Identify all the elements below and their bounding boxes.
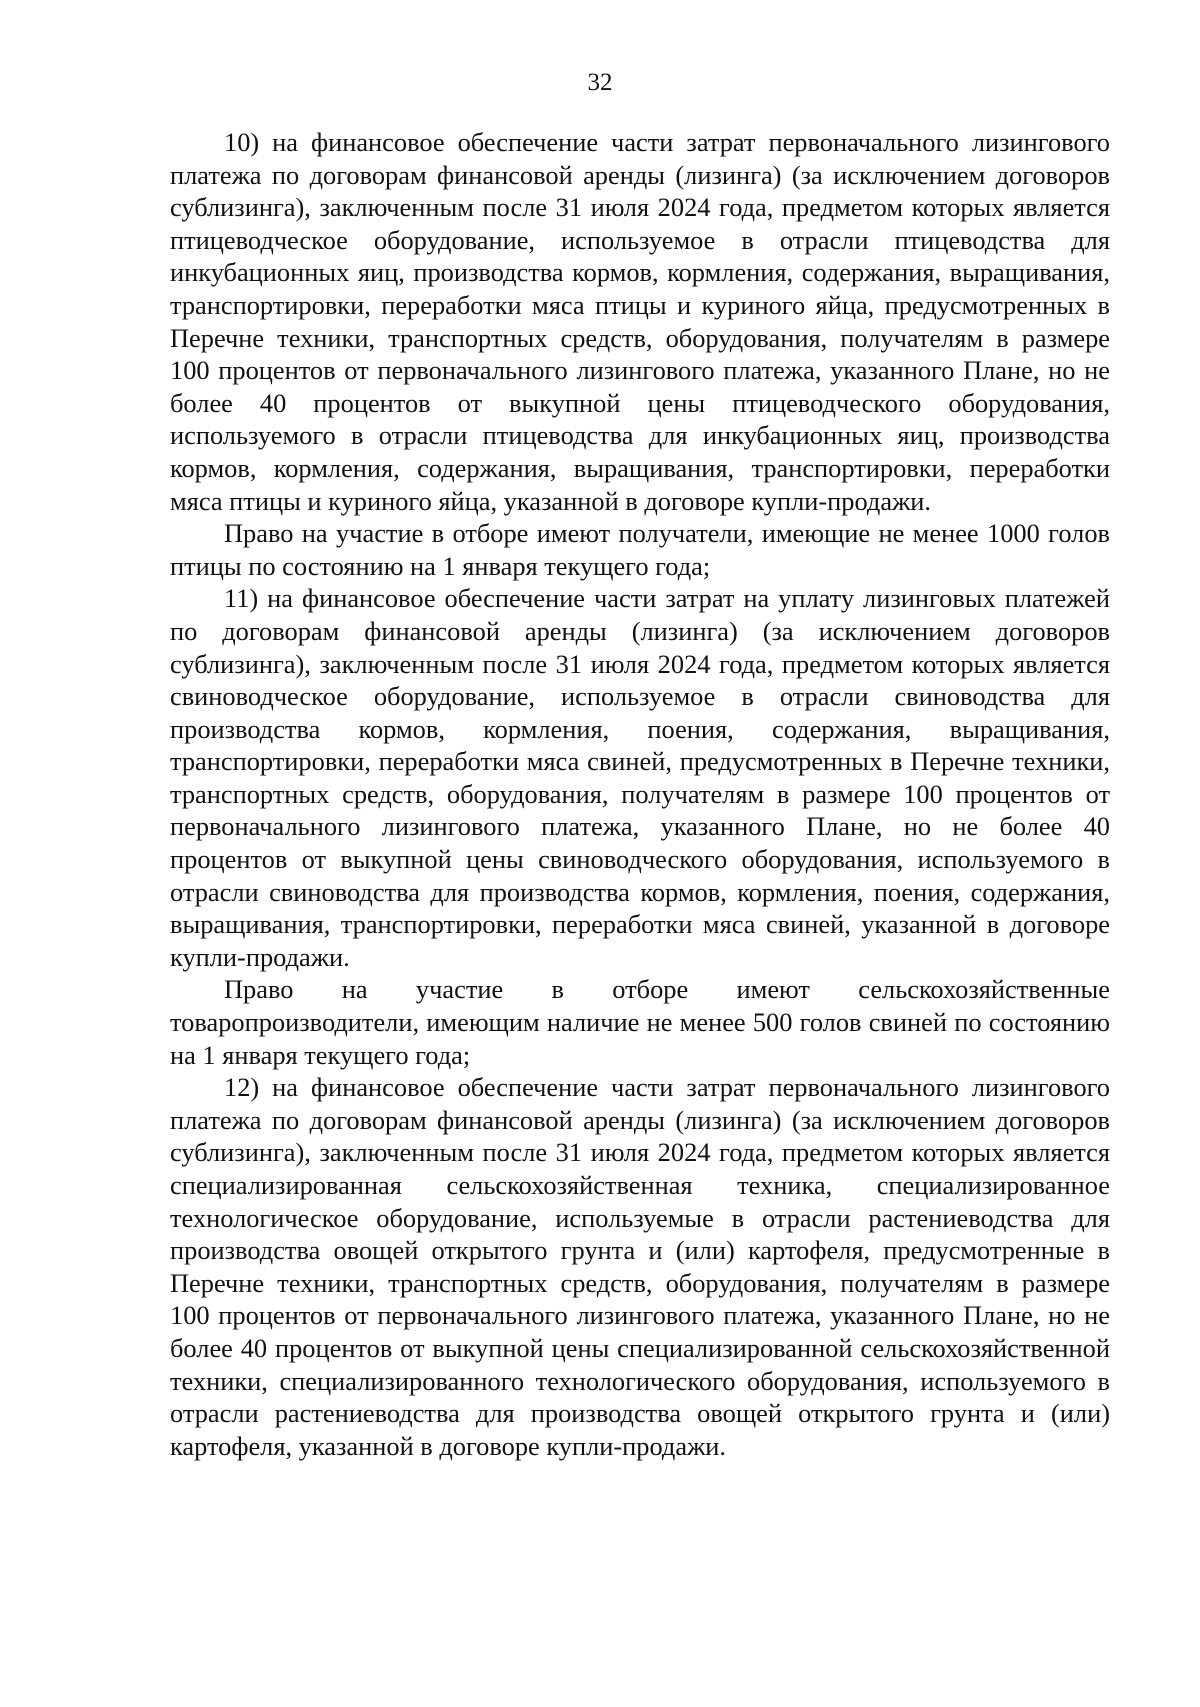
paragraph-item-12: 12) на финансовое обеспечение части затрат первоначального лизингового платежа по договорам финансовой аренды (лизинга) (за исключением договоров сублизинга), заключенным после 31 июля 2024 года, предметом которых является специализированная сельскохозяйственная техника, специализированное технологическое оборудование, используемые в отрасли растениеводства для производства овощей открытого грунта и (или) картофеля, предусмотренные в Перечне техники, транспортных средств, оборудования, получателям в размере 100 процентов от первоначального лизингового платежа, указанного Плане, но не более 40 процентов от выкупной цены специализированной сельскохозяйственной техники, специализированного технологического оборудования, используемого в отрасли растениеводства для производства овощей открытого грунта и (или) картофеля, указанной в договоре купли-продажи. xyxy=(170,1072,1110,1461)
page-number: 32 xyxy=(587,69,613,96)
paragraph-item-11: 11) на финансовое обеспечение части затрат на уплату лизинговых платежей по договорам финансовой аренды (лизинга) (за исключением договоров сублизинга), заключенным после 31 июля 2024 года, предметом которых является свиноводческое оборудование, используемое в отрасли свиноводства для производства кормов, кормления, поения, содержания, выращивания, транспортировки, переработки мяса свиней, предусмотренных в Перечне техники, транспортных средств, оборудования, получателям в размере 100 процентов от первоначального лизингового платежа, указанного Плане, но не более 40 процентов от выкупной цены свиноводческого оборудования, используемого в отрасли свиноводства для производства кормов, кормления, поения, содержания, выращивания, транспортировки, переработки мяса свиней, указанной в договоре купли-продажи. xyxy=(170,583,1110,972)
paragraph-eligibility-pigs: Право на участие в отборе имеют сельскохозяйственные товаропроизводители, имеющим наличие не менее 500 голов свиней по состоянию на 1 января текущего года; xyxy=(170,974,1110,1070)
paragraph-eligibility-poultry: Право на участие в отборе имеют получатели, имеющие не менее 1000 голов птицы по состоянию на 1 января текущего года; xyxy=(170,518,1110,581)
paragraph-item-10: 10) на финансовое обеспечение части затрат первоначального лизингового платежа по договорам финансовой аренды (лизинга) (за исключением договоров сублизинга), заключенным после 31 июля 2024 года, предметом которых является птицеводческое оборудование, используемое в отрасли птицеводства для инкубационных яиц, производства кормов, кормления, содержания, выращивания, транспортировки, переработки мяса птицы и куриного яйца, предусмотренных в Перечне техники, транспортных средств, оборудования, получателям в размере 100 процентов от первоначального лизингового платежа, указанного Плане, но не более 40 процентов от выкупной цены птицеводческого оборудования, используемого в отрасли птицеводства для инкубационных яиц, производства кормов, кормления, содержания, выращивания, транспортировки, переработки мяса птицы и куриного яйца, указанной в договоре купли-продажи. xyxy=(170,127,1110,516)
document-body xyxy=(170,126,1110,1462)
